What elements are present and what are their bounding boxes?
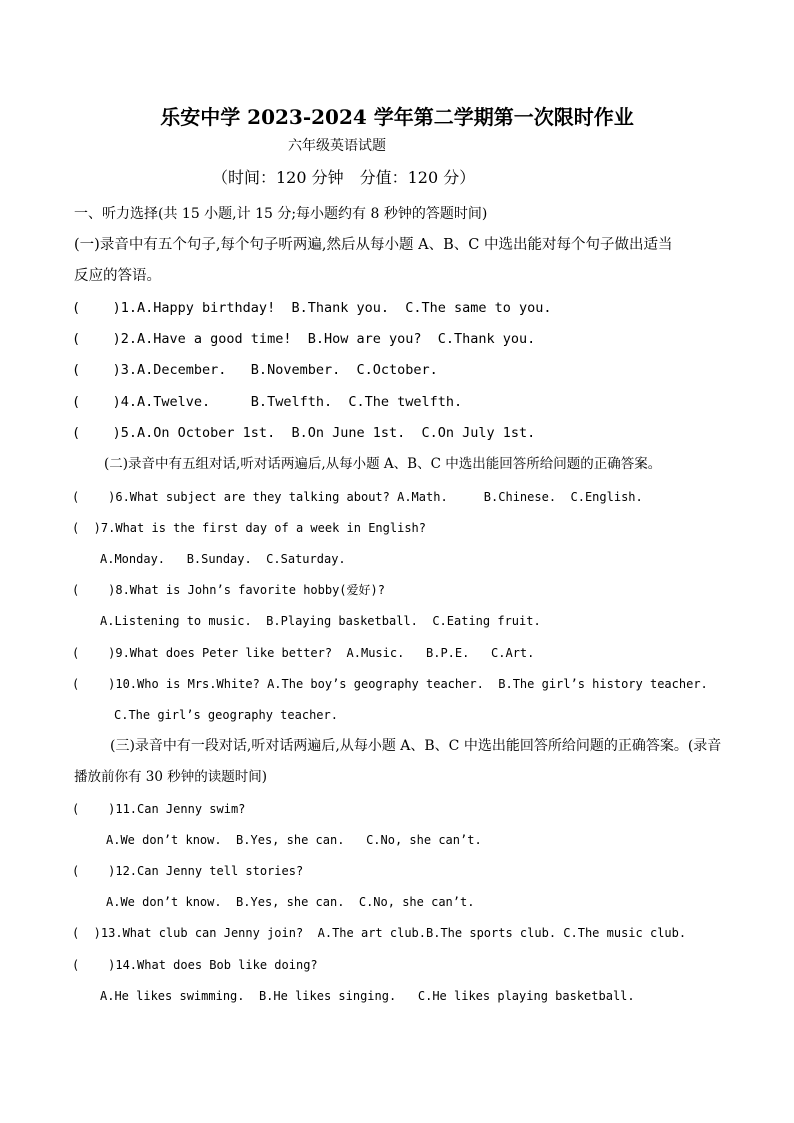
- exam-meta: （时间：120 分钟 分值：120 分）: [212, 168, 476, 187]
- question-8: ( )8.What is John’s favorite hobby(爱好)?: [72, 583, 385, 597]
- question-14-options: A.He likes swimming. B.He likes singing. C.He likes playing basketball.: [100, 989, 635, 1003]
- question-6: ( )6.What subject are they talking about? A.Math. B.Chinese. C.English.: [72, 490, 643, 504]
- question-12: ( )12.Can Jenny tell stories?: [72, 864, 304, 878]
- part2-instruction: (二)录音中有五组对话,听对话两遍后,从每小题 A、B、C 中选出能回答所给问题的正确答案。: [104, 456, 662, 472]
- part3-instruction-line1: (三)录音中有一段对话,听对话两遍后,从每小题 A、B、C 中选出能回答所给问题的正确答案。(录音: [110, 738, 722, 754]
- question-11: ( )11.Can Jenny swim?: [72, 802, 246, 816]
- question-4: ( )4.A.Twelve. B.Twelfth. C.The twelfth.: [72, 394, 463, 410]
- question-10: ( )10.Who is Mrs.White? A.The boy’s geography teacher. B.The girl’s history teacher.: [72, 677, 708, 691]
- question-9: ( )9.What does Peter like better? A.Music. B.P.E. C.Art.: [72, 646, 535, 660]
- question-10-options: C.The girl’s geography teacher.: [114, 708, 338, 722]
- question-3: ( )3.A.December. B.November. C.October.: [72, 362, 438, 378]
- part3-instruction-line2: 播放前你有 30 秒钟的读题时间): [74, 769, 268, 785]
- part1-instruction-line2: 反应的答语。: [74, 268, 161, 284]
- question-7-options: A.Monday. B.Sunday. C.Saturday.: [100, 552, 346, 566]
- question-5: ( )5.A.On October 1st. B.On June 1st. C.On July 1st.: [72, 425, 536, 441]
- question-7: ( )7.What is the first day of a week in English?: [72, 521, 427, 535]
- question-2: ( )2.A.Have a good time! B.How are you? C.Thank you.: [72, 331, 536, 347]
- page-title: 乐安中学 2023-2024 学年第二学期第一次限时作业: [160, 105, 634, 129]
- section-heading: 一、听力选择(共 15 小题,计 15 分;每小题约有 8 秒钟的答题时间): [74, 206, 488, 222]
- part1-instruction-line1: (一)录音中有五个句子,每个句子听两遍,然后从每小题 A、B、C 中选出能对每个句子做出适当: [74, 237, 673, 253]
- question-8-options: A.Listening to music. B.Playing basketball. C.Eating fruit.: [100, 614, 541, 628]
- question-1: ( )1.A.Happy birthday! B.Thank you. C.The same to you.: [72, 300, 552, 316]
- page-subtitle: 六年级英语试题: [288, 138, 386, 154]
- question-11-options: A.We don’t know. B.Yes, she can. C.No, she can’t.: [106, 833, 482, 847]
- question-14: ( )14.What does Bob like doing?: [72, 958, 318, 972]
- question-13: ( )13.What club can Jenny join? A.The art club.B.The sports club. C.The music club.: [72, 926, 687, 940]
- question-12-options: A.We don’t know. B.Yes, she can. C.No, she can’t.: [106, 895, 475, 909]
